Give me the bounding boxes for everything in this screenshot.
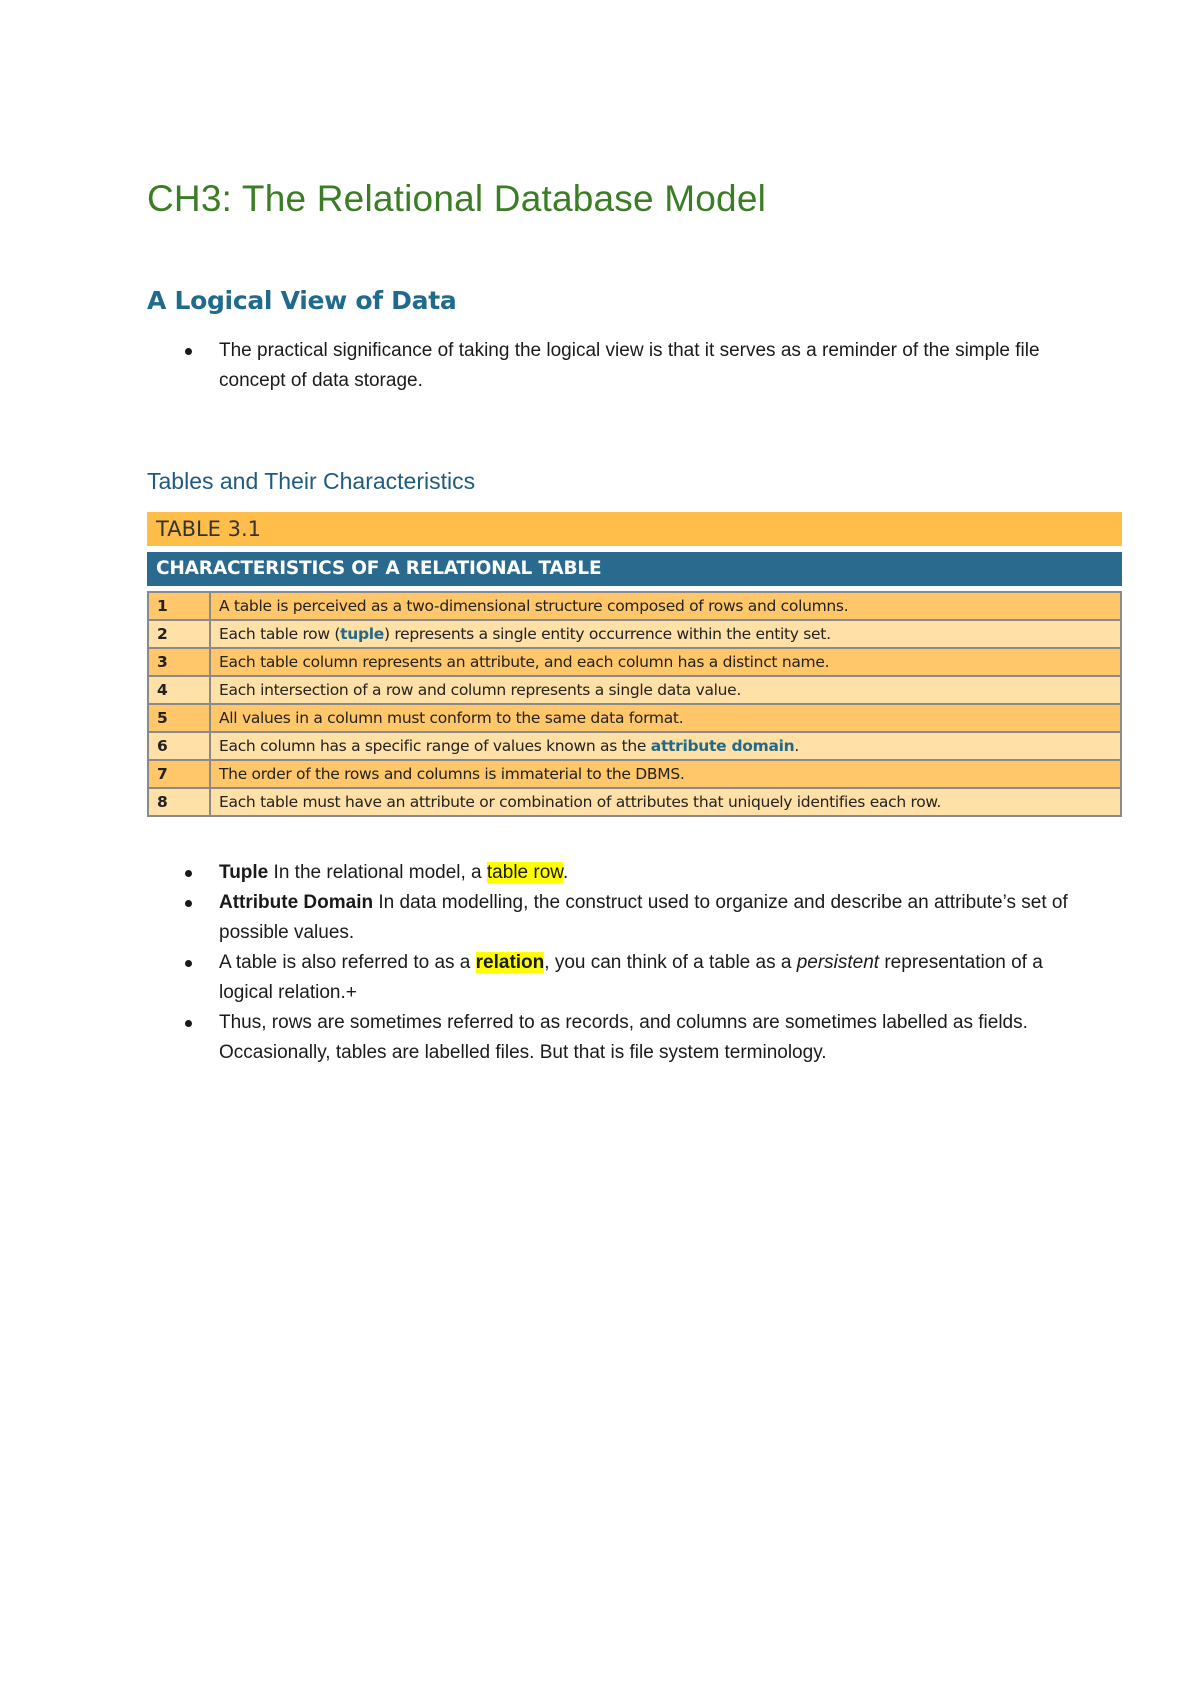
row-text xyxy=(210,732,1121,760)
term-label: Attribute Domain xyxy=(219,892,374,913)
row-text: The order of the rows and columns is immaterial to the DBMS. xyxy=(210,760,1121,788)
list-item xyxy=(147,858,1077,888)
table-row xyxy=(148,620,1121,648)
row-text: All values in a column must conform to the same data format. xyxy=(210,704,1121,732)
row-number: 1 xyxy=(148,592,210,620)
row-number: 7 xyxy=(148,760,210,788)
note-text: , you can think of a table as a xyxy=(544,952,797,973)
table-row xyxy=(148,788,1121,816)
list-item xyxy=(147,336,1077,396)
section-heading-logical-view: A Logical View of Data xyxy=(147,286,457,315)
bullet-icon xyxy=(185,348,192,355)
table-row xyxy=(148,676,1121,704)
table-row xyxy=(148,760,1121,788)
note-text: . xyxy=(562,862,569,883)
row-number: 6 xyxy=(148,732,210,760)
logical-view-bullet-list xyxy=(147,336,1077,396)
term-tuple: tuple xyxy=(340,625,384,643)
row-text: A table is perceived as a two-dimensional structure composed of rows and columns. xyxy=(210,592,1121,620)
row-text-pre: Each table row ( xyxy=(219,625,341,643)
row-text-pre: Each column has a specific range of values known as the xyxy=(219,737,651,755)
table-row xyxy=(148,648,1121,676)
highlighted-text: relation xyxy=(475,952,545,973)
bullet-icon xyxy=(185,900,192,907)
section-heading-tables: Tables and Their Characteristics xyxy=(147,468,476,494)
table-row xyxy=(148,732,1121,760)
table-title: TABLE 3.1 xyxy=(147,512,1122,546)
table-row xyxy=(148,704,1121,732)
page-title: CH3: The Relational Database Model xyxy=(147,178,767,219)
row-number: 3 xyxy=(148,648,210,676)
row-text xyxy=(210,620,1121,648)
list-item xyxy=(147,1008,1077,1068)
row-text: Each table must have an attribute or combination of attributes that uniquely identifies each row. xyxy=(210,788,1121,816)
row-number: 2 xyxy=(148,620,210,648)
characteristics-table xyxy=(147,591,1122,817)
note-text: In data modelling, the construct used to organize and describe an attribute’s set of possible values. xyxy=(219,892,1068,943)
note-text: Thus, rows are sometimes referred to as records, and columns are sometimes labelled as fields. Occasionally, tables are labelled files. But that is file system terminology. xyxy=(219,1012,1028,1063)
italic-text: persistent xyxy=(796,952,880,973)
highlighted-text: table row xyxy=(486,862,563,883)
note-text: A table is also referred to as a xyxy=(219,952,476,973)
bullet-icon xyxy=(185,1020,192,1027)
notes-bullet-list xyxy=(147,858,1077,1068)
term-label: Tuple xyxy=(219,862,269,883)
list-item xyxy=(147,888,1077,948)
row-text-post: ) represents a single entity occurrence within the entity set. xyxy=(384,625,831,643)
note-text: representation of a logical relation.+ xyxy=(219,952,1043,1003)
table-row xyxy=(148,592,1121,620)
row-text-post: . xyxy=(794,737,800,755)
row-number: 8 xyxy=(148,788,210,816)
table-subtitle: CHARACTERISTICS OF A RELATIONAL TABLE xyxy=(147,552,1122,586)
row-text: Each table column represents an attribute, and each column has a distinct name. xyxy=(210,648,1121,676)
term-attribute-domain: attribute domain xyxy=(650,737,795,755)
list-item xyxy=(147,948,1077,1008)
note-text: In the relational model, a xyxy=(268,862,487,883)
row-number: 5 xyxy=(148,704,210,732)
bullet-icon xyxy=(185,870,192,877)
row-number: 4 xyxy=(148,676,210,704)
list-item-text: The practical significance of taking the logical view is that it serves as a reminder of the simple file concept of data storage. xyxy=(219,340,1040,391)
bullet-icon xyxy=(185,960,192,967)
row-text: Each intersection of a row and column represents a single data value. xyxy=(210,676,1121,704)
